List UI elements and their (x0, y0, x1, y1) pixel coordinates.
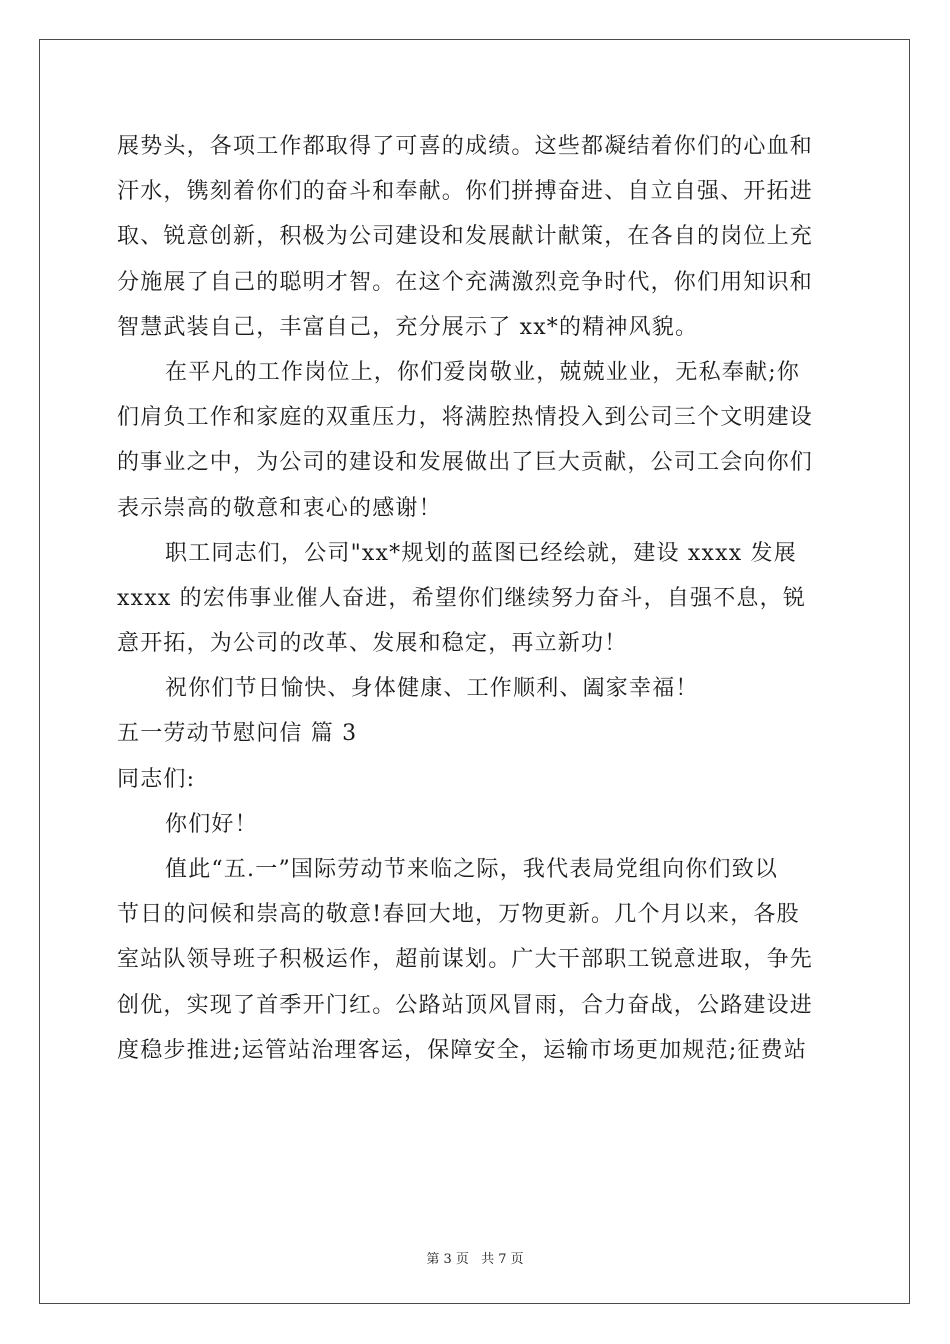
text-line: 在平凡的工作岗位上，你们爱岗敬业，兢兢业业，无私奉献;你 (165, 359, 801, 385)
text-line: xxxx 的宏伟事业催人奋进，希望你们继续努力奋斗，自强不息，锐 (117, 585, 807, 611)
text-line: 同志们: (117, 766, 196, 792)
text-line: 的事业之中，为公司的建设和发展做出了巨大贡献，公司工会向你们 (117, 450, 814, 476)
text-line: 祝你们节日愉快、身体健康、工作顺利、阖家幸福！ (165, 676, 699, 702)
text-line: 们肩负工作和家庭的双重压力，将满腔热情投入到公司三个文明建设 (117, 405, 814, 431)
text-line: 节日的问候和崇高的敬意!春回大地，万物更新。几个月以来，各股 (117, 902, 800, 928)
text-line: 五一劳动节慰问信 篇 3 (117, 721, 358, 747)
text-line: 你们好！ (165, 811, 258, 837)
document-body (117, 124, 833, 1073)
page-footer (0, 1248, 950, 1267)
page-number: 第 3 页 (426, 1252, 469, 1267)
text-line: 智慧武装自己，丰富自己，充分展示了 xx*的精神风貌。 (117, 314, 699, 340)
text-line: 意开拓，为公司的改革、发展和稳定，再立新功！ (117, 631, 628, 657)
text-line: 室站队领导班子积极运作，超前谋划。广大干部职工锐意进取，争先 (117, 947, 814, 973)
text-line: 值此“五.一”国际劳动节来临之际，我代表局党组向你们致以 (165, 857, 779, 882)
text-line: 取、锐意创新，积极为公司建设和发展献计献策，在各自的岗位上充 (117, 224, 814, 250)
page-total: 共 7 页 (481, 1252, 524, 1267)
text-line: 度稳步推进;运管站治理客运，保障安全，运输市场更加规范;征费站 (117, 1037, 808, 1063)
text-line: 分施展了自己的聪明才智。在这个充满激烈竞争时代，你们用知识和 (117, 269, 814, 295)
text-line: 表示崇高的敬意和衷心的感谢！ (117, 495, 442, 521)
text-line: 展势头，各项工作都取得了可喜的成绩。这些都凝结着你们的心血和 (117, 134, 814, 159)
text-line: 创优，实现了首季开门红。公路站顶风冒雨，合力奋战，公路建设进 (117, 992, 814, 1018)
text-line: 汗水，镌刻着你们的奋斗和奉献。你们拼搏奋进、自立自强、开拓进 (117, 179, 814, 205)
text-line: 职工同志们，公司"xx*规划的蓝图已经绘就，建设 xxxx 发展 (165, 540, 797, 566)
